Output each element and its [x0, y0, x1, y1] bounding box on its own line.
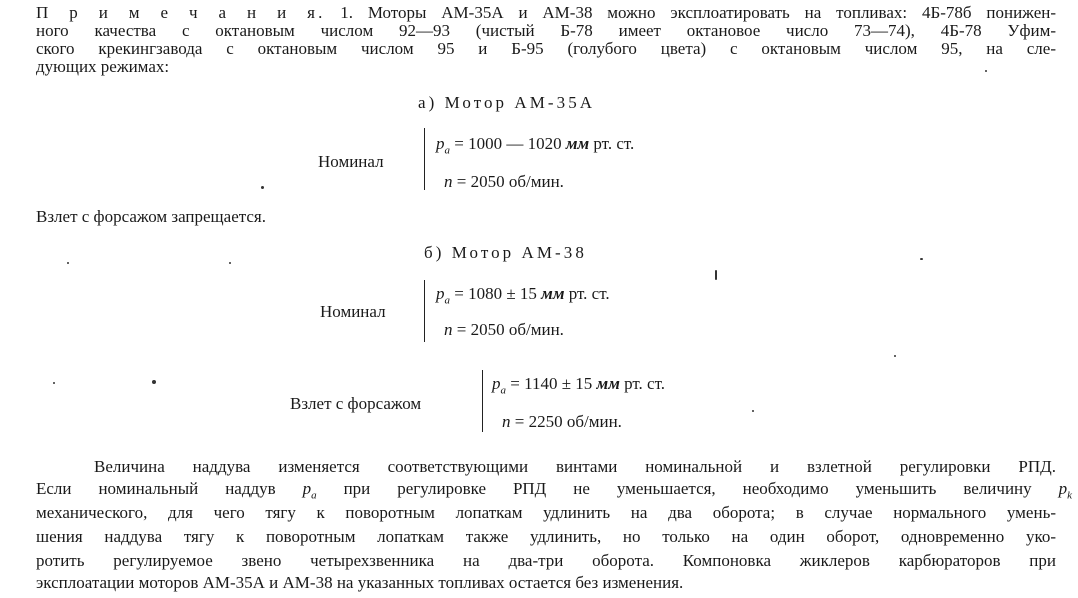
notes-line-1-text: 1. Моторы АМ-35А и АМ-38 можно эксплоатировать на топливах: 4Б-78б понижен- — [340, 3, 1056, 22]
notes-line-3: ского крекингзавода с октановым числом 95 и Б-95 (голубого цвета) с октановым числом 95, на сле- — [36, 39, 1056, 58]
paragraph-line-2: Если номинальный наддув $p_a$ при регулировке РПД не уменьшается, необходимо уменьшить величину $p_k$ — [36, 479, 1072, 502]
scan-speck — [752, 410, 754, 412]
notes-line-2: ного качества с октановым числом 92—93 (чистый Б-78 имеет октановое число 73—74), 4Б-78 Уфим- — [36, 21, 1056, 40]
scan-speck — [894, 355, 896, 357]
takeoff-forbidden-note: Взлет с форсажом запрещается. — [36, 207, 266, 226]
notes-line-1 — [36, 4, 1056, 22]
motor-b-nominal-brace — [424, 280, 425, 342]
scan-speck — [920, 258, 923, 260]
notes-heading: П р и м е ч а н и я. — [36, 3, 326, 22]
paragraph-line-4: шения наддува тягу к поворотным лопаткам также удлинить, но только на один оборот, одновременно уко- — [36, 527, 1056, 546]
motor-a-rpm: n = 2050 об/мин. — [444, 172, 564, 191]
motor-b-takeoff-label: Взлет с форсажом — [290, 394, 422, 413]
paragraph-line-5: ротить регулируемое звено четырехзвенника на два-три оборота. Компоновка жиклеров карбюраторов при — [36, 551, 1056, 570]
motor-b-title: б) Мотор АМ-38 — [424, 243, 587, 262]
motor-b-takeoff-brace — [482, 370, 483, 432]
scan-speck — [152, 380, 156, 384]
scan-speck — [229, 262, 231, 264]
motor-b-nominal-rpm: n = 2050 об/мин. — [444, 320, 564, 339]
paragraph-line-1: Величина наддува изменяется соответствующими винтами номинальной и взлетной регулировки РПД. — [94, 457, 1056, 476]
paragraph-line-6: эксплоатации моторов АМ-35А и АМ-38 на указанных топливах остается без изменения. — [36, 573, 684, 592]
motor-a-brace — [424, 128, 425, 190]
motor-a-title: а) Мотор АМ-35А — [418, 93, 596, 112]
motor-b-nominal-label: Номинал — [320, 302, 386, 321]
scan-speck — [67, 262, 69, 264]
scan-speck — [261, 186, 264, 189]
notes-line-4: дующих режимах: — [36, 57, 170, 76]
scan-speck — [715, 270, 717, 280]
motor-b-takeoff-rpm: n = 2250 об/мин. — [502, 412, 622, 431]
motor-b-nominal-pressure: $p_a = 1080 \pm 15$ мм рт. ст. — [436, 284, 610, 307]
motor-b-takeoff-pressure: $p_a = 1140 \pm 15$ мм рт. ст. — [492, 374, 665, 397]
motor-a-nominal-label: Номинал — [318, 152, 384, 171]
motor-a-pressure: $p_a = 1000$ — 1020 мм рт. ст. — [436, 134, 635, 157]
scan-speck — [53, 382, 55, 384]
paragraph-line-3: механического, для чего тягу к поворотным лопаткам удлинить на два оборота; в случае нормального умень- — [36, 503, 1056, 522]
pressure-symbol: p — [436, 134, 445, 153]
scan-speck — [985, 70, 987, 72]
